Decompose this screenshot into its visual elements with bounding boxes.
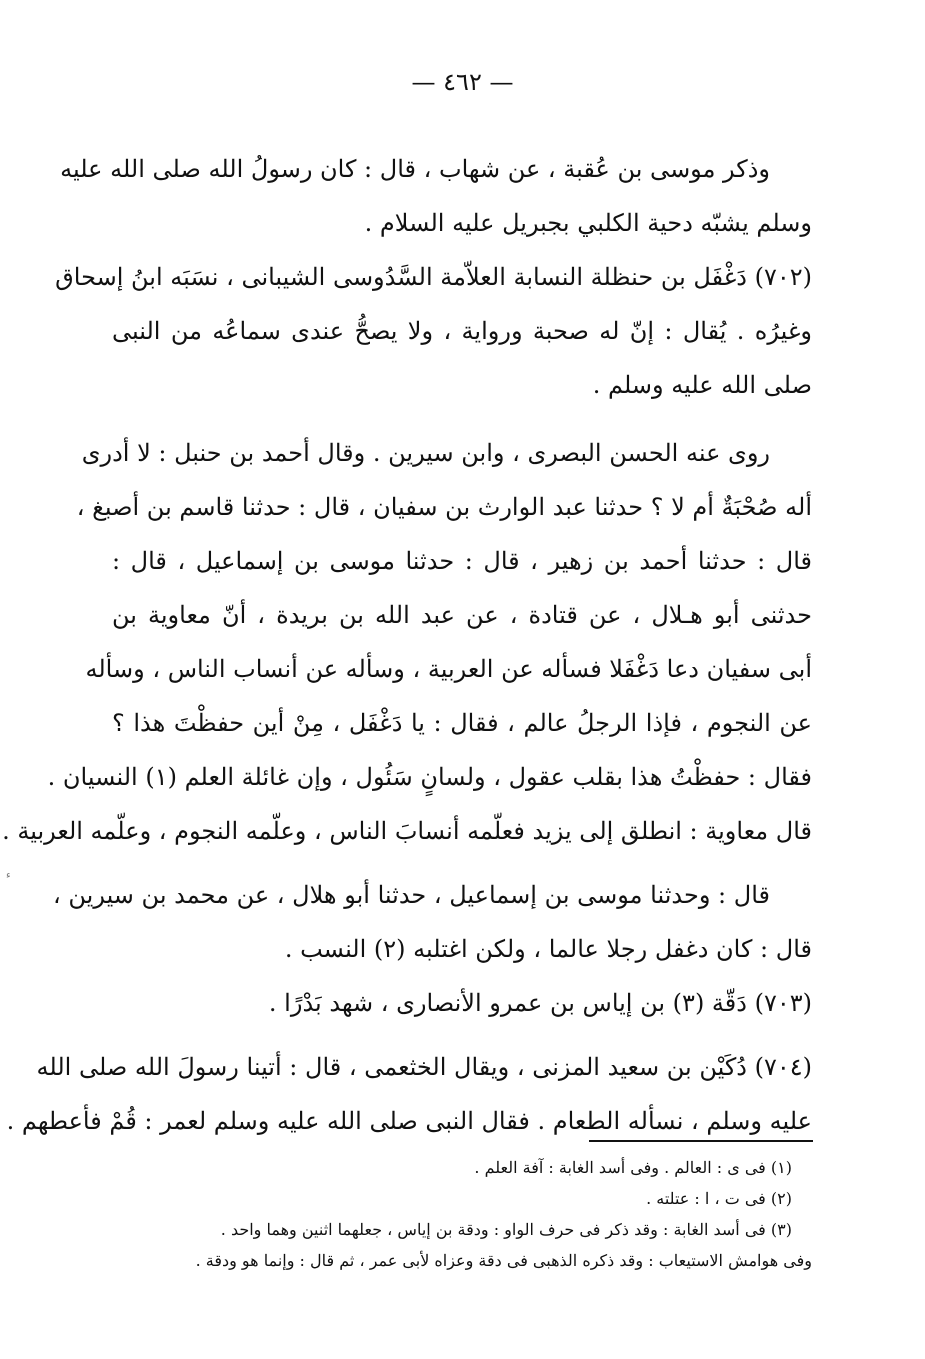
text-line: عن النجوم ، فإذا الرجلُ عالم ، فقال : يا دَغْفَل ، مِنْ أين حفظْتَ هذا ؟: [112, 709, 812, 737]
text-line: وذكر موسى بن عُقبة ، عن شهاب ، قال : كان رسولُ الله صلى الله عليه: [60, 155, 770, 183]
text-line: حدثنى أبو هـلال ، عن قتادة ، عن عبد الله بن بريدة ، أنّ معاوية بن: [112, 601, 812, 629]
footnote-3: (٣) فى أسد الغابة : وقد ذكر فى حرف الواو : ودقة بن إياس ، جعلهما اثنين وهما واحد .: [220, 1220, 792, 1239]
text-line: قال : حدثنا أحمد بن زهير ، قال : حدثنا موسى بن إسماعيل ، قال :: [112, 547, 812, 575]
text-line: وغيرُه . يُقال : إنّ له صحبة ورواية ، ولا يصحُّ عندى سماعُه من النبى: [112, 317, 812, 345]
entry-702-line: (٧٠٢) دَغْفَل بن حنظلة النسابة العلاّمة السَّدُوسى الشيبانى ، نسَبَه ابنُ إسحاق: [55, 263, 812, 291]
main-text: [2, 142, 812, 1148]
text-line: عليه وسلم ، نسأله الطعام . فقال النبى صلى الله عليه وسلم لعمر : قُمْ فأعطهم .: [6, 1107, 812, 1135]
text-line: قال معاوية : انطلق إلى يزيد فعلّمه أنسابَ الناس ، وعلّمه النجوم ، وعلّمه العربية .: [2, 817, 812, 845]
text-line: صلى الله عليه وسلم .: [592, 371, 812, 399]
text-line: أله صُحْبَةٌ أم لا ؟ حدثنا عبد الوارث بن سفيان ، قال : حدثنا قاسم بن أصبغ ،: [76, 493, 812, 521]
footnote-1: (١) فى ى : العالم . وفى أسد الغابة : آفة العلم .: [474, 1158, 792, 1177]
footnote-2: (٢) فى ت ، ا : عتلته .: [646, 1189, 792, 1208]
footnote-divider: [589, 1140, 813, 1142]
text-line: أبى سفيان دعا دَغْفَلا فسأله عن العربية ، وسأله عن أنساب الناس ، وسأله: [85, 655, 812, 683]
text-line: قال : وحدثنا موسى بن إسماعيل ، حدثنا أبو هلال ، عن محمد بن سيرين ،: [53, 881, 770, 909]
entry-703-line: (٧٠٣) دَقّة (٣) بن إياس بن عمرو الأنصارى ، شهد بَدْرًا .: [268, 989, 812, 1017]
text-line: وسلم يشبّه دحية الكلبي بجبريل عليه السلام .: [364, 209, 812, 237]
entry-704-line: (٧٠٤) دُكَيْن بن سعيد المزنى ، ويقال الخثعمى ، قال : أتينا رسولَ الله صلى الله: [36, 1053, 812, 1081]
page-number: — ٤٦٢ —: [411, 68, 514, 96]
margin-mark: ء: [6, 870, 11, 881]
text-line: روى عنه الحسن البصرى ، وابن سيرين . وقال أحمد بن حنبل : لا أدرى: [81, 439, 770, 467]
text-line: فقال : حفظْتُ هذا بقلب عقول ، ولسانٍ سَئُول ، وإن غائلة العلم (١) النسيان .: [47, 763, 812, 791]
footnotes: [112, 1152, 812, 1276]
text-line: قال : كان دغفل رجلا عالما ، ولكن اغتلبه (٢) النسب .: [284, 935, 812, 963]
footnote-3-continuation: وفى هوامش الاستيعاب : وقد ذكره الذهبى فى دقة وعزاه لأبى عمر ، ثم قال : وإنما هو ودقة .: [195, 1251, 812, 1270]
